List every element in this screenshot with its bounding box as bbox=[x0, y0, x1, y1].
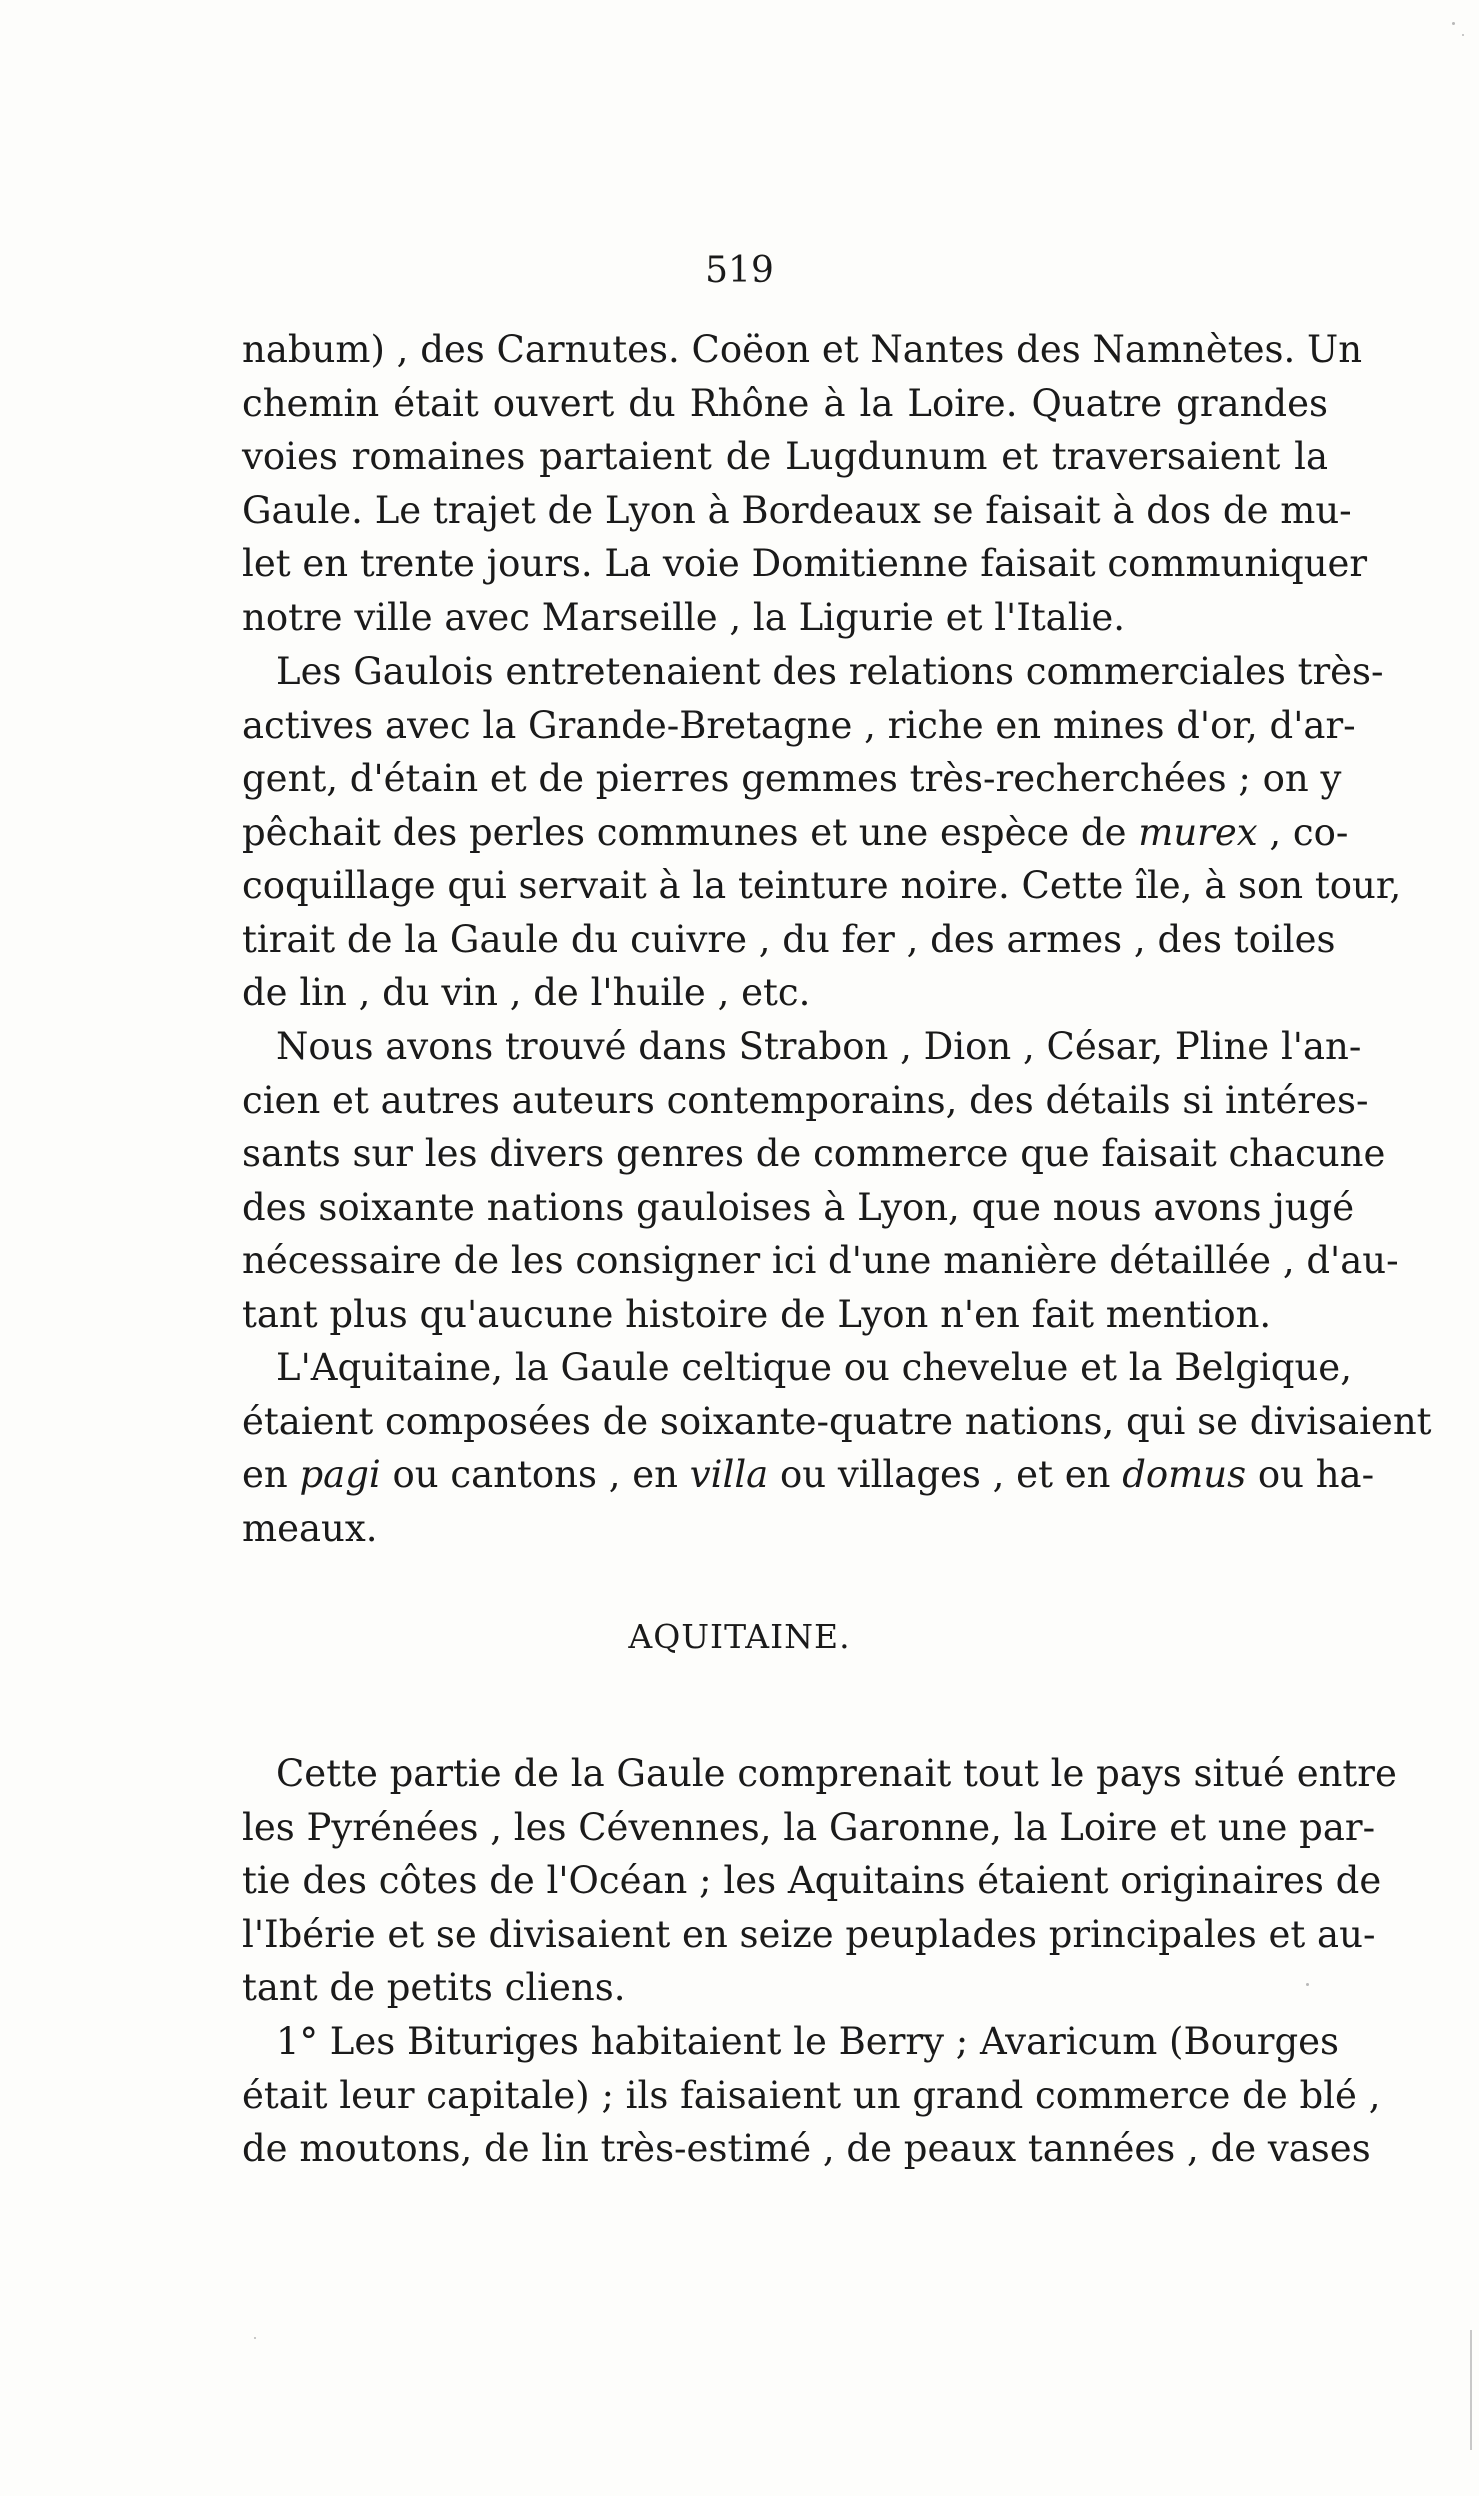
text-line: actives avec la Grande-Bretagne , riche en mines d'or, d'ar- bbox=[242, 703, 1356, 747]
italic-word-pagi: pagi bbox=[299, 1453, 381, 1496]
italic-word-murex: murex bbox=[1138, 810, 1258, 854]
text-line: tie des côtes de l'Océan ; les Aquitains étaient originaires de bbox=[242, 1859, 1382, 1902]
section-heading-aquitaine: AQUITAINE. bbox=[628, 1617, 851, 1656]
text-line: tirait de la Gaule du cuivre , du fer , des armes , des toiles bbox=[242, 917, 1336, 961]
paragraph-sources bbox=[242, 1020, 1399, 1341]
text-line: let en trente jours. La voie Domitienne faisait communiquer bbox=[242, 542, 1368, 585]
text-line: gent, d'étain et de pierres gemmes très-recherchées ; on y bbox=[242, 757, 1342, 800]
text-line-murex bbox=[242, 806, 1349, 860]
paragraph-britain-trade bbox=[242, 645, 1402, 1020]
text-line: tant plus qu'aucune histoire de Lyon n'en fait mention. bbox=[242, 1292, 1272, 1336]
text-line: voies romaines partaient de Lugdunum et traversaient la bbox=[242, 435, 1328, 478]
text-line: tant de petits cliens. bbox=[242, 1966, 626, 2009]
text-line: des soixante nations gauloises à Lyon, que nous avons jugé bbox=[242, 1185, 1355, 1229]
text-line: chemin était ouvert du Rhône à la Loire. Quatre grandes bbox=[242, 381, 1328, 425]
text-line: les Pyrénées , les Cévennes, la Garonne, la Loire et une par- bbox=[242, 1805, 1376, 1849]
text-line: cien et autres auteurs contemporains, des détails si intéres- bbox=[242, 1078, 1369, 1122]
text-line: de moutons, de lin très-estimé , de peaux tannées , de vases bbox=[242, 2127, 1371, 2170]
text-line: nabum) , des Carnutes. Coëon et Nantes des Namnètes. Un bbox=[242, 328, 1363, 371]
text-fragment: en bbox=[242, 1453, 288, 1496]
text-line: coquillage qui servait à la teinture noire. Cette île, à son tour, bbox=[242, 864, 1402, 907]
text-line: Gaule. Le trajet de Lyon à Bordeaux se faisait à dos de mu- bbox=[242, 488, 1352, 532]
scan-edge-mark bbox=[1470, 2330, 1472, 2450]
paragraph-aquitaine bbox=[242, 1747, 1397, 2015]
scan-speck bbox=[1462, 34, 1464, 36]
text-line: nécessaire de les consigner ici d'une manière détaillée , d'au- bbox=[242, 1239, 1399, 1282]
paragraph-divisions bbox=[242, 1341, 1432, 1555]
paragraph-bituriges bbox=[242, 2015, 1381, 2176]
text-line: notre ville avec Marseille , la Ligurie et l'Italie. bbox=[242, 595, 1126, 639]
text-line: L'Aquitaine, la Gaule celtique ou chevelue et la Belgique, bbox=[276, 1346, 1352, 1389]
page-number: 519 bbox=[705, 250, 774, 291]
italic-word-villa: villa bbox=[689, 1453, 769, 1496]
scan-speck bbox=[254, 2337, 256, 2339]
text-line: de lin , du vin , de l'huile , etc. bbox=[242, 971, 811, 1014]
text-line: meaux. bbox=[242, 1506, 378, 1550]
text-line-italic-terms bbox=[242, 1448, 1375, 1502]
text-line: était leur capitale) ; ils faisaient un grand commerce de blé , bbox=[242, 2073, 1381, 2117]
text-line: Cette partie de la Gaule comprenait tout le pays situé entre bbox=[276, 1752, 1397, 1795]
scan-speck bbox=[1452, 22, 1455, 25]
text-line: étaient composées de soixante-quatre nations, qui se divisaient bbox=[242, 1399, 1432, 1443]
text-fragment: pêchait des perles communes et une espèce de bbox=[242, 810, 1127, 854]
paragraph-roads bbox=[242, 323, 1368, 644]
text-fragment: ou villages , et en bbox=[779, 1453, 1111, 1496]
text-fragment: ou cantons , en bbox=[392, 1453, 678, 1496]
text-fragment: ou ha- bbox=[1257, 1453, 1375, 1496]
text-fragment: , co- bbox=[1269, 810, 1349, 854]
text-line: sants sur les divers genres de commerce que faisait chacune bbox=[242, 1132, 1386, 1175]
text-line: Les Gaulois entretenaient des relations commerciales très- bbox=[276, 650, 1384, 693]
text-line: l'Ibérie et se divisaient en seize peuplades principales et au- bbox=[242, 1912, 1376, 1956]
scan-speck bbox=[1306, 1983, 1309, 1986]
italic-word-domus: domus bbox=[1122, 1453, 1247, 1496]
text-line: 1° Les Bituriges habitaient le Berry ; Avaricum (Bourges bbox=[276, 2020, 1340, 2063]
text-line: Nous avons trouvé dans Strabon , Dion , César, Pline l'an- bbox=[276, 1025, 1362, 1068]
